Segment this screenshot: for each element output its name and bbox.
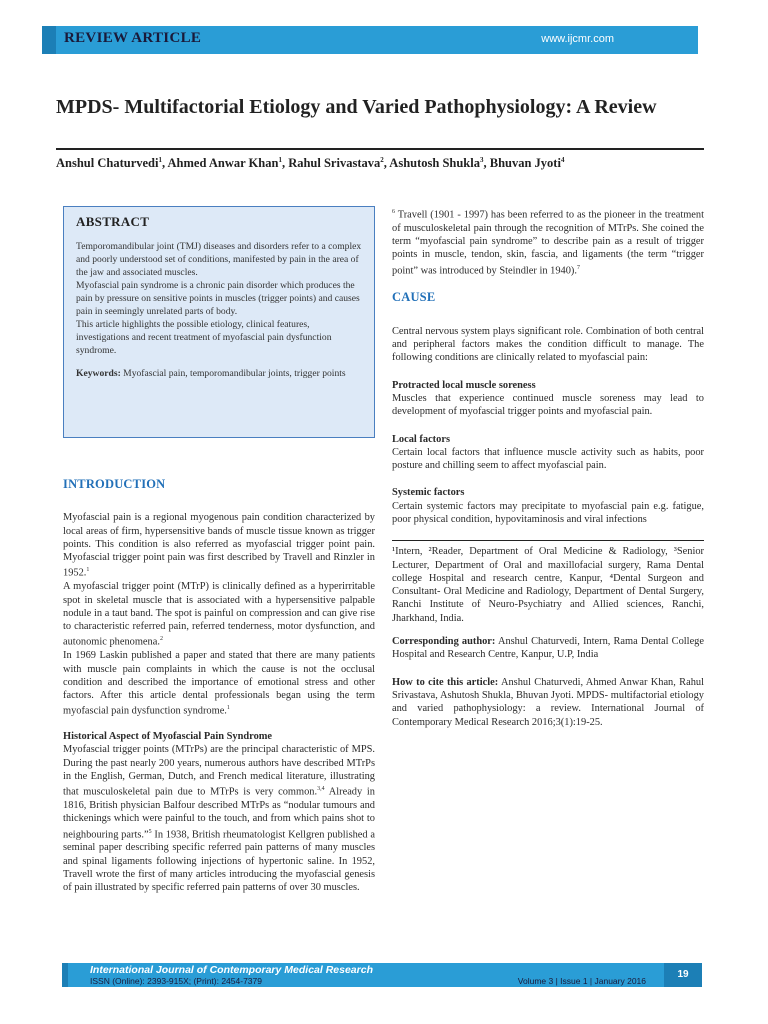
keywords (76, 367, 362, 380)
intro-text: A myofascial trigger point (MTrP) is clinically defined as a hyperirritable spot in skeletal muscle that is associated with a hypersensitive palpable nodule in a taut band. The spot is painful on compression and can give rise to characteristic referred pain, referred tenderness, motor dysfunction, and autonomic phenomena. (63, 581, 375, 648)
citation-ref: 1 (86, 567, 90, 574)
footer-issn: ISSN (Online): 2393-915X; (Print): 2454-7379 (90, 976, 262, 986)
author-name: Anshul Chaturvedi (56, 156, 159, 171)
title-divider (56, 148, 704, 150)
author-affil-sup: 1 (158, 156, 162, 164)
intro-paragraph (63, 649, 375, 718)
affiliations-text: ¹Intern, ²Reader, Department of Oral Medicine & Radiology, ³Senior Lecturer, Department of Oral and maxillofacial surgery, Rama Dental college Hospital and research centre, Kanpur, ⁴Dental Surgeon and Consultant- Oral Medicine and Radiology, Department of Dental Surgery, Ranchi Institute of Neuro-Psychiatry and Allied sciences, Ranchi, Jharkhand, India. (392, 546, 704, 624)
corresponding-text: Anshul Chaturvedi, Intern, Rama Dental College Hospital and Research Centre, Kanpur, U.P, India (392, 636, 704, 661)
author-list: Anshul Chaturvedi$^1$, Ahmed Anwar Khan$^1$, Rahul Srivastava$^2$, Ashutosh Shukla$^3$, Bhuvan Jyoti$^4$ (56, 156, 565, 171)
footer-band (62, 963, 702, 987)
citation-ref: 2 (159, 636, 163, 643)
historical-text: Myofascial trigger points (MTrPs) are the principal characteristic of MPS. During the past nearly 200 years, numerous authors have described MTrPs in the English, German, Dutch, and French medical literature, illustrating that musculoskeletal pain due to MTrPs is very common. (63, 744, 375, 798)
left-column (63, 478, 375, 895)
citation-ref: 5 (148, 828, 152, 835)
cite-label: How to cite this article: (392, 676, 499, 688)
abstract-heading: ABSTRACT (76, 214, 150, 229)
intro-paragraph (63, 511, 375, 580)
article-title: MPDS- Multifactorial Etiology and Varied Pathophysiology: A Review (56, 96, 657, 118)
cause-heading: CAUSE (392, 290, 436, 305)
citation-ref: 7 (576, 264, 580, 271)
affiliations-block (392, 540, 704, 729)
cause-item-text: Muscles that experience continued muscle soreness may lead to development of myofascial trigger points and myofascial pain. (392, 392, 704, 418)
abstract-paragraph: This article highlights the possible etiology, clinical features, investigations and recent treatment of myofascial pain dysfunction syndrome. (76, 319, 332, 356)
author-affil-sup: 4 (560, 156, 565, 164)
footer-volume: Volume 3 | Issue 1 | January 2016 (517, 976, 646, 986)
page-number: 19 (664, 963, 702, 987)
author-name: Ashutosh Shukla (389, 156, 480, 171)
citation-ref: 6 (392, 209, 395, 215)
intro-paragraph (63, 580, 375, 649)
cause-item-title: Local factors (392, 433, 450, 445)
historical-text: Travell (1901 - 1997) has been referred to as the pioneer in the treatment of musculoskeletal pain through the recognition of MTrPs. She coined the term “myofascial pain syndrome” to describe pain as a result of trigger points in muscle, tendon, skin, fascia, and ligaments (the term “trigger point” was introduced by Steindler in 1940). (392, 209, 704, 277)
abstract-paragraph: Myofascial pain syndrome is a chronic pain disorder which produces the pain by pressure on sensitive points in muscles (trigger points) and causes pain in seemingly unrelated parts of body. (76, 280, 360, 317)
cause-intro: Central nervous system plays significant role. Combination of both central and peripheral factors makes the condition difficult to manage. The following conditions are clinically related to myofascial pain: (392, 325, 704, 364)
author-affil-sup: 2 (380, 156, 384, 164)
cause-item-title: Protracted local muscle soreness (392, 379, 536, 391)
keywords-label: Keywords: (76, 368, 121, 379)
keywords-text: Myofascial pain, temporomandibular joints, trigger points (123, 368, 346, 379)
cause-item-text: Certain local factors that influence muscle activity such as habits, poor posture and chilling seem to affect myofascial pain. (392, 446, 704, 472)
corresponding-label: Corresponding author: (392, 636, 496, 648)
author-name: Bhuvan Jyoti (489, 156, 561, 171)
historical-heading: Historical Aspect of Myofascial Pain Syndrome (63, 731, 273, 743)
citation-ref: 1 (226, 705, 230, 712)
historical-continued (392, 206, 704, 277)
intro-text: Myofascial pain is a regional myogenous pain condition characterized by local areas of firm, hypersensitive bands of muscle tissue known as trigger points. This condition is also referred as myofascial trigger point pain. Myofascial trigger point pain was first described by Travell and Rinzler in 1952. (63, 512, 375, 579)
abstract-paragraph: Temporomandibular joint (TMJ) diseases and disorders refer to a complex and poorly understood set of conditions, manifested by pain in the area of the jaw and associated muscles. (76, 241, 362, 278)
article-type: REVIEW ARTICLE (64, 30, 202, 46)
citation-block (392, 676, 704, 729)
author-affil-sup: 1 (278, 156, 282, 164)
author-affil-sup: 3 (479, 156, 484, 164)
right-column (392, 206, 704, 729)
intro-text: In 1969 Laskin published a paper and stated that there are many patients with muscle pain complaints in which the cause is not the occlusal condition and described the importance of emotional stress and other factors. After this article dental professionals began using the term myofascial pain dysfunction syndrome. (63, 650, 375, 717)
historical-paragraph (63, 743, 375, 894)
introduction-heading: INTRODUCTION (63, 477, 166, 491)
author-name: Rahul Srivastava (288, 156, 381, 171)
cause-item-title: Systemic factors (392, 487, 465, 499)
historical-text: Already in 1816, British physician Balfour described MTrPs as “nodular tumours and thickenings which were painful to the touch, and from which pains shot to neighbouring parts.” (63, 786, 376, 841)
author-name: Ahmed Anwar Khan (167, 156, 279, 171)
cause-item-text: Certain systemic factors may precipitate to myofascial pain e.g. fatigue, poor physical condition, hypovitaminosis and viral infections (392, 500, 704, 525)
journal-url[interactable]: www.ijcmr.com (541, 33, 614, 45)
historical-text: In 1938, British rheumatologist Kellgren published a seminal paper describing specific referred pain patterns of many muscles and spinal ligaments following injections of hypertonic saline. In 1952, Travell wrote the first of many articles introducing the myofascial genesis of pain illustrated by specific referred pain patterns of over 30 muscles. (63, 829, 375, 894)
corresponding-author (392, 635, 704, 662)
header-band (42, 26, 698, 54)
citation-ref: 3,4 (317, 786, 325, 793)
footer-journal-name: International Journal of Contemporary Medical Research (90, 964, 373, 976)
cite-text: Anshul Chaturvedi, Ahmed Anwar Khan, Rahul Srivastava, Ashutosh Shukla, Bhuvan Jyoti. MPDS- multifactorial etiology and varied pathophysiology: a review. International Journal of Contemporary Medical Research 2016;3(1):19-25. (392, 676, 704, 728)
abstract-box (63, 206, 375, 438)
